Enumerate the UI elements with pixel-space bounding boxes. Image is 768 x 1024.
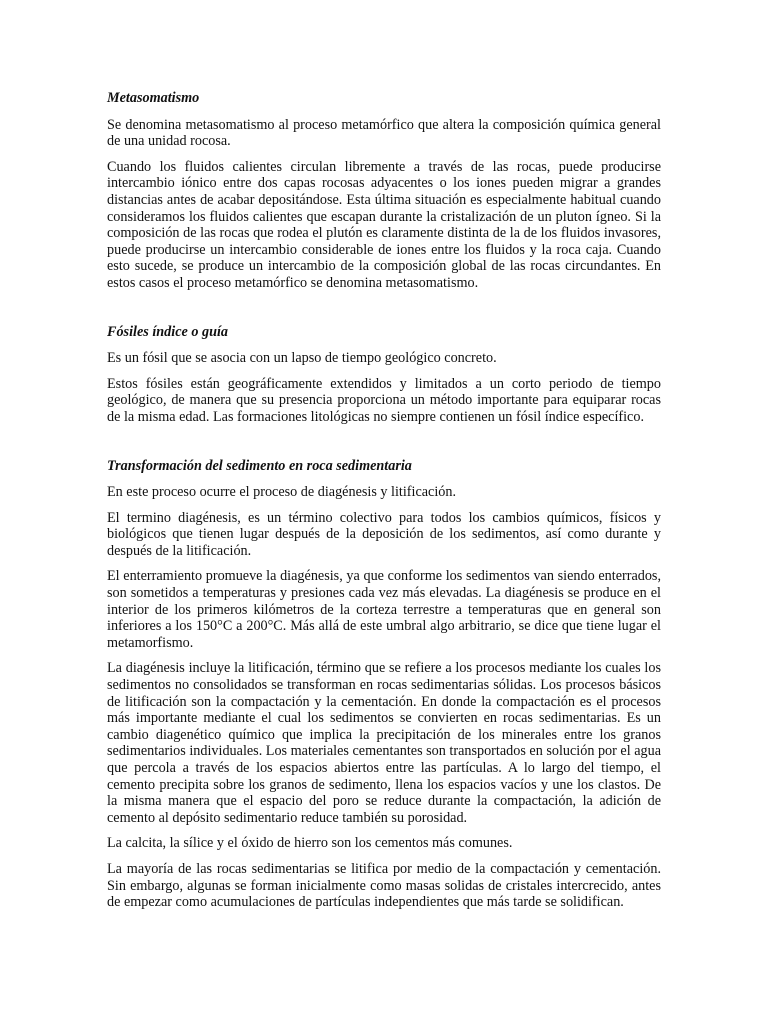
paragraph: Se denomina metasomatismo al proceso metamórfico que altera la composición química general de una unidad rocosa. bbox=[107, 116, 661, 150]
section-transformacion-sedimento bbox=[107, 458, 661, 911]
section-heading: Metasomatismo bbox=[107, 90, 200, 106]
section-spacer bbox=[107, 301, 661, 324]
section-metasomatismo bbox=[107, 90, 661, 292]
paragraph: En este proceso ocurre el proceso de diagénesis y litificación. bbox=[107, 484, 457, 501]
paragraph: El enterramiento promueve la diagénesis, ya que conforme los sedimentos van siendo enterrados, son sometidos a temperaturas y presiones cada vez más elevadas. La diagénesis se produce en el interior de los primeros kilómetros de la corteza terrestre a temperaturas que en general son inferiores a los 150°C a 200°C. Más allá de este umbral algo arbitrario, se dice que tiene lugar el metamorfismo. bbox=[107, 568, 661, 651]
document-page bbox=[107, 90, 661, 920]
section-heading: Fósiles índice o guía bbox=[107, 323, 228, 340]
section-fosiles-indice bbox=[107, 324, 661, 426]
paragraph: Es un fósil que se asocia con un lapso de tiempo geológico concreto. bbox=[107, 350, 497, 367]
paragraph: El termino diagénesis, es un término colectivo para todos los cambios químicos, físicos y biológicos que tienen lugar después de la deposición de los sedimentos, así como durante y después de la litificación. bbox=[107, 509, 661, 559]
paragraph: La mayoría de las rocas sedimentarias se litifica por medio de la compactación y cementación. Sin embargo, algunas se forman inicialmente como masas solidas de cristales intercrecido, antes de empezar como acumulaciones de partículas independientes que más tarde se solidifican. bbox=[107, 860, 661, 911]
section-spacer bbox=[107, 435, 661, 458]
paragraph: La calcita, la sílice y el óxido de hierro son los cementos más comunes. bbox=[107, 835, 513, 852]
paragraph: Estos fósiles están geográficamente extendidos y limitados a un corto periodo de tiempo geológico, de manera que su presencia proporciona un método importante para equiparar rocas de la misma edad. Las formaciones litológicas no siempre contienen un fósil índice específico. bbox=[107, 375, 661, 425]
section-heading: Transformación del sedimento en roca sedimentaria bbox=[107, 457, 412, 474]
paragraph: La diagénesis incluye la litificación, término que se refiere a los procesos mediante los cuales los sedimentos no consolidados se transforman en rocas sedimentarias sólidas. Los procesos básicos de litificación son la compactación y la cementación. En donde la compactación es el procesos más importante mediante el cual los sedimentos se convierten en rocas sedimentarias. Es un cambio diagenético químico que implica la precipitación de los minerales entre los granos sedimentarios individuales. Los materiales cementantes son transportados en solución por el agua que percola a través de los espacios abiertos entre las partículas. A lo largo del tiempo, el cemento precipita sobre los granos de sedimento, llena los espacios vacíos y une los clastos. De la misma manera que el espacio del poro se reduce durante la compactación, la adición de cemento al depósito sedimentario reduce también su porosidad. bbox=[107, 660, 661, 826]
paragraph: Cuando los fluidos calientes circulan libremente a través de las rocas, puede producirse intercambio iónico entre dos capas rocosas adyacentes o los iones pueden migrar a grandes distancias antes de acabar depositándose. Esta última situación es especialmente habitual cuando consideramos los fluidos calientes que escapan durante la cristalización de un pluton ígneo. Si la composición de las rocas que rodea el plutón es claramente distinta de la de los fluidos invasores, puede producirse un intercambio considerable de iones entre los fluidos y la roca caja. Cuando esto sucede, se produce un intercambio de la composición global de las rocas circundantes. En estos casos el proceso metamórfico se denomina metasomatismo. bbox=[107, 158, 661, 291]
